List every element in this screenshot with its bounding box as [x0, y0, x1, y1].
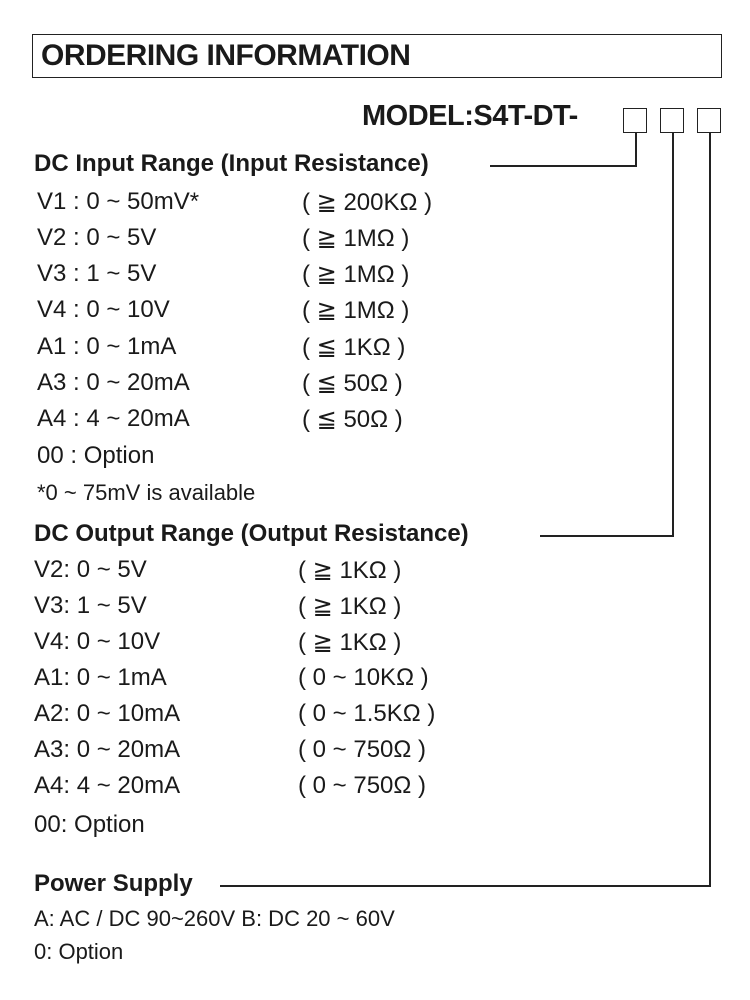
model-box-output [660, 108, 684, 133]
power-options: A: AC / DC 90~260V B: DC 20 ~ 60V [34, 906, 395, 931]
connector-output-horizontal [540, 535, 674, 537]
connector-output-vertical [672, 133, 674, 535]
connector-input-vertical [635, 133, 637, 165]
power-option-zero: 0: Option [34, 939, 124, 964]
connector-power-horizontal [220, 885, 711, 887]
input-note: *0 ~ 75mV is available [37, 480, 256, 505]
model-box-power [697, 108, 721, 133]
input-option: 00 : Option [37, 442, 155, 469]
page-title: ORDERING INFORMATION [41, 39, 411, 72]
title-box [32, 34, 722, 78]
connector-input-horizontal [490, 165, 637, 167]
power-heading: Power Supply [34, 870, 199, 898]
output-option: 00: Option [34, 811, 145, 838]
connector-power-vertical [709, 133, 711, 885]
output-heading: DC Output Range (Output Resistance) [34, 520, 475, 548]
model-code: MODEL:S4T-DT- [362, 100, 578, 132]
model-box-input [623, 108, 647, 133]
input-heading: DC Input Range (Input Resistance) [34, 150, 435, 178]
